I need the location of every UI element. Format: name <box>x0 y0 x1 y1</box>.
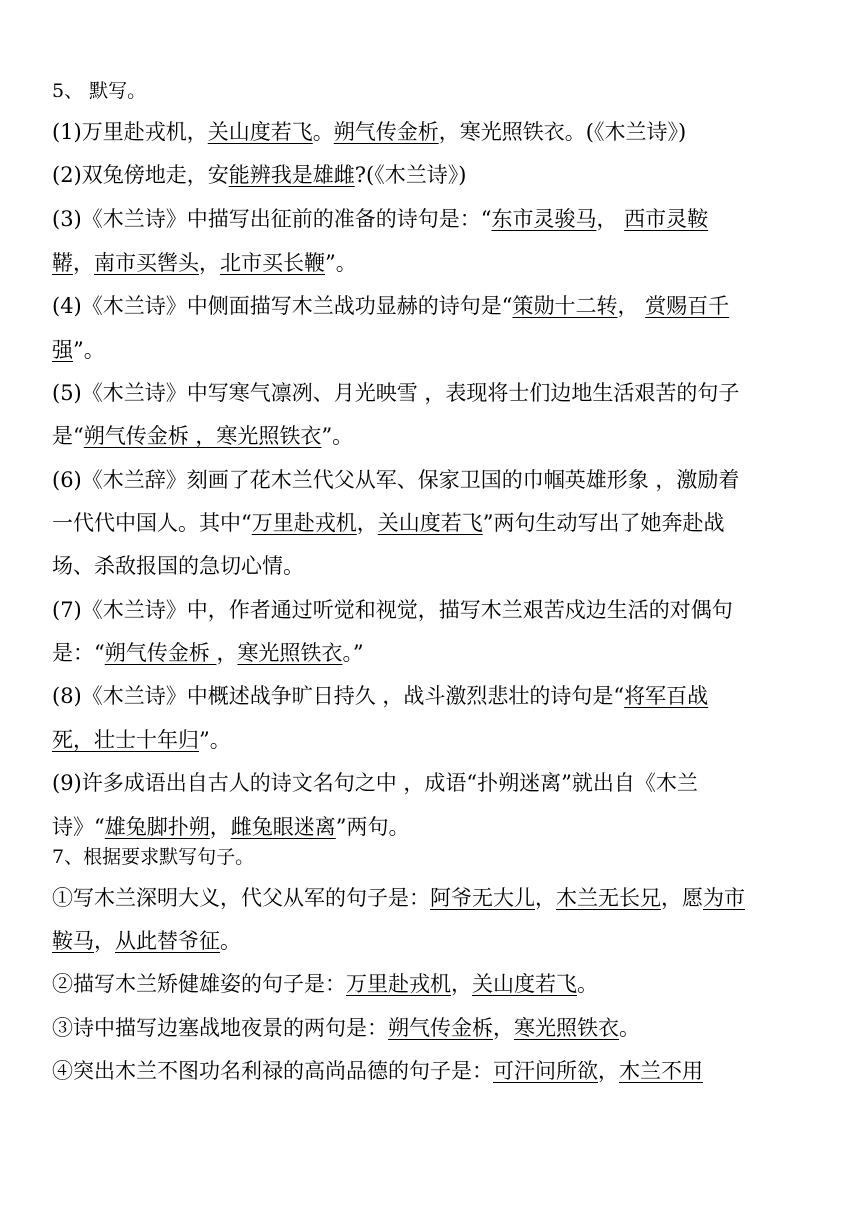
answer-blank: 雄兔脚扑朔 <box>104 815 210 839</box>
answer-blank: 关山度若飞 <box>472 972 577 996</box>
answer-blank: 朔气传金柝 <box>388 1016 493 1040</box>
answer-line-6-cont2: 场、杀敌报国的急切心情。 <box>52 554 304 578</box>
answer-blank: 策勋十二转 <box>512 294 618 318</box>
answer-blank: 东市灵骏马 <box>491 207 597 231</box>
answer-blank: 万里赴戎机 <box>346 972 451 996</box>
answer-line-5: (5)《木兰诗》中写寒气凛冽、月光映雪 ，表现将士们边地生活艰苦的句子 <box>52 381 740 405</box>
item-3-line: ③诗中描写边塞战地夜景的两句是：朔气传金柝，寒光照铁衣。 <box>52 1016 640 1040</box>
answer-blank: 死，壮士十年归 <box>52 728 199 752</box>
answer-blank: 将军百战 <box>624 684 709 708</box>
answer-line-4-cont: 强”。 <box>52 338 105 362</box>
answer-line-5-cont: 是“朔气传金柝 ，寒光照铁衣”。 <box>52 424 354 448</box>
answer-blank: 南市买辔头 <box>94 251 199 275</box>
answer-blank: 能辨我是雄雌 <box>228 163 355 187</box>
item-1-line-cont: 鞍马，从此替爷征。 <box>52 929 241 953</box>
section-7-heading: 7、根据要求默写句子。 <box>52 846 255 868</box>
answer-line-9-cont: 诗》“雄兔脚扑朔，雌兔眼迷离”两句。 <box>52 815 410 839</box>
answer-blank: 关山度若飞 <box>207 120 313 144</box>
answer-blank: 阿爷无大儿 <box>430 886 535 910</box>
answer-line-6: (6)《木兰辞》刻画了花木兰代父从军、保家卫国的巾帼英雄形象 ，激励着 <box>52 468 740 492</box>
answer-blank: 寒光照铁衣 <box>514 1016 619 1040</box>
answer-blank: 西市灵鞍 <box>624 207 709 231</box>
answer-line-1: (1)万里赴戎机，关山度若飞。朔气传金析，寒光照铁衣。(《木兰诗》) <box>52 120 687 144</box>
answer-blank: 雌兔眼迷离 <box>230 815 336 839</box>
answer-line-7: (7)《木兰诗》中，作者通过听觉和视觉，描写木兰艰苦戍边生活的对偶句 <box>52 598 733 622</box>
answer-blank: 赏赐百千 <box>645 294 730 318</box>
item-2-line: ②描写木兰矫健雄姿的句子是：万里赴戎机，关山度若飞。 <box>52 972 598 996</box>
item-4-line: ④突出木兰不图功名利禄的高尚品德的句子是：可汗问所欲，木兰不用 <box>52 1059 703 1083</box>
answer-blank: 可汗问所欲 <box>493 1059 598 1083</box>
answer-blank: 鞯 <box>52 251 73 275</box>
answer-blank: 为市 <box>703 886 745 910</box>
answer-blank: 木兰不用 <box>619 1059 703 1083</box>
answer-blank: 万里赴戎机 <box>251 511 357 535</box>
answer-line-3-cont: 鞯，南市买辔头，北市买长鞭”。 <box>52 251 357 275</box>
answer-line-3: (3)《木兰诗》中描写出征前的准备的诗句是：“东市灵骏马， 西市灵鞍 <box>52 207 709 231</box>
answer-blank: 关山度若飞 <box>377 511 483 535</box>
answer-line-9: (9)许多成语出自古人的诗文名句之中 ，成语“扑朔迷离”就出自《木兰 <box>52 771 698 795</box>
answer-blank: 朔气传金析 <box>333 120 439 144</box>
answer-line-8-cont: 死，壮士十年归”。 <box>52 728 231 752</box>
answer-blank: 从此替爷征 <box>115 929 220 953</box>
answer-blank: 北市买长鞭 <box>220 251 325 275</box>
section-5-heading: 5、 默写。 <box>52 80 147 102</box>
item-1-line: ①写木兰深明大义，代父从军的句子是：阿爷无大儿，木兰无长兄，愿为市 <box>52 886 745 910</box>
answer-blank: 朔气传金柝 ，寒光照铁衣 <box>83 424 322 448</box>
answer-blank: 强 <box>52 338 73 362</box>
answer-line-7-cont: 是：“朔气传金柝 ，寒光照铁衣。” <box>52 641 364 665</box>
answer-line-4: (4)《木兰诗》中侧面描写木兰战功显赫的诗句是“策勋十二转， 赏赐百千 <box>52 294 730 318</box>
answer-line-8: (8)《木兰诗》中概述战争旷日持久 ，战斗激烈悲壮的诗句是“将军百战 <box>52 684 709 708</box>
answer-line-2: (2)双兔傍地走，安能辨我是雄雌?(《木兰诗》) <box>52 163 467 187</box>
answer-line-6-cont: 一代代中国人。其中“万里赴戎机，关山度若飞”两句生动写出了她奔赴战 <box>52 511 725 535</box>
answer-blank: 朔气传金柝 <box>104 641 217 665</box>
answer-blank: 木兰无长兄 <box>556 886 661 910</box>
answer-blank: 鞍马 <box>52 929 94 953</box>
answer-blank: 寒光照铁衣 <box>237 641 343 665</box>
